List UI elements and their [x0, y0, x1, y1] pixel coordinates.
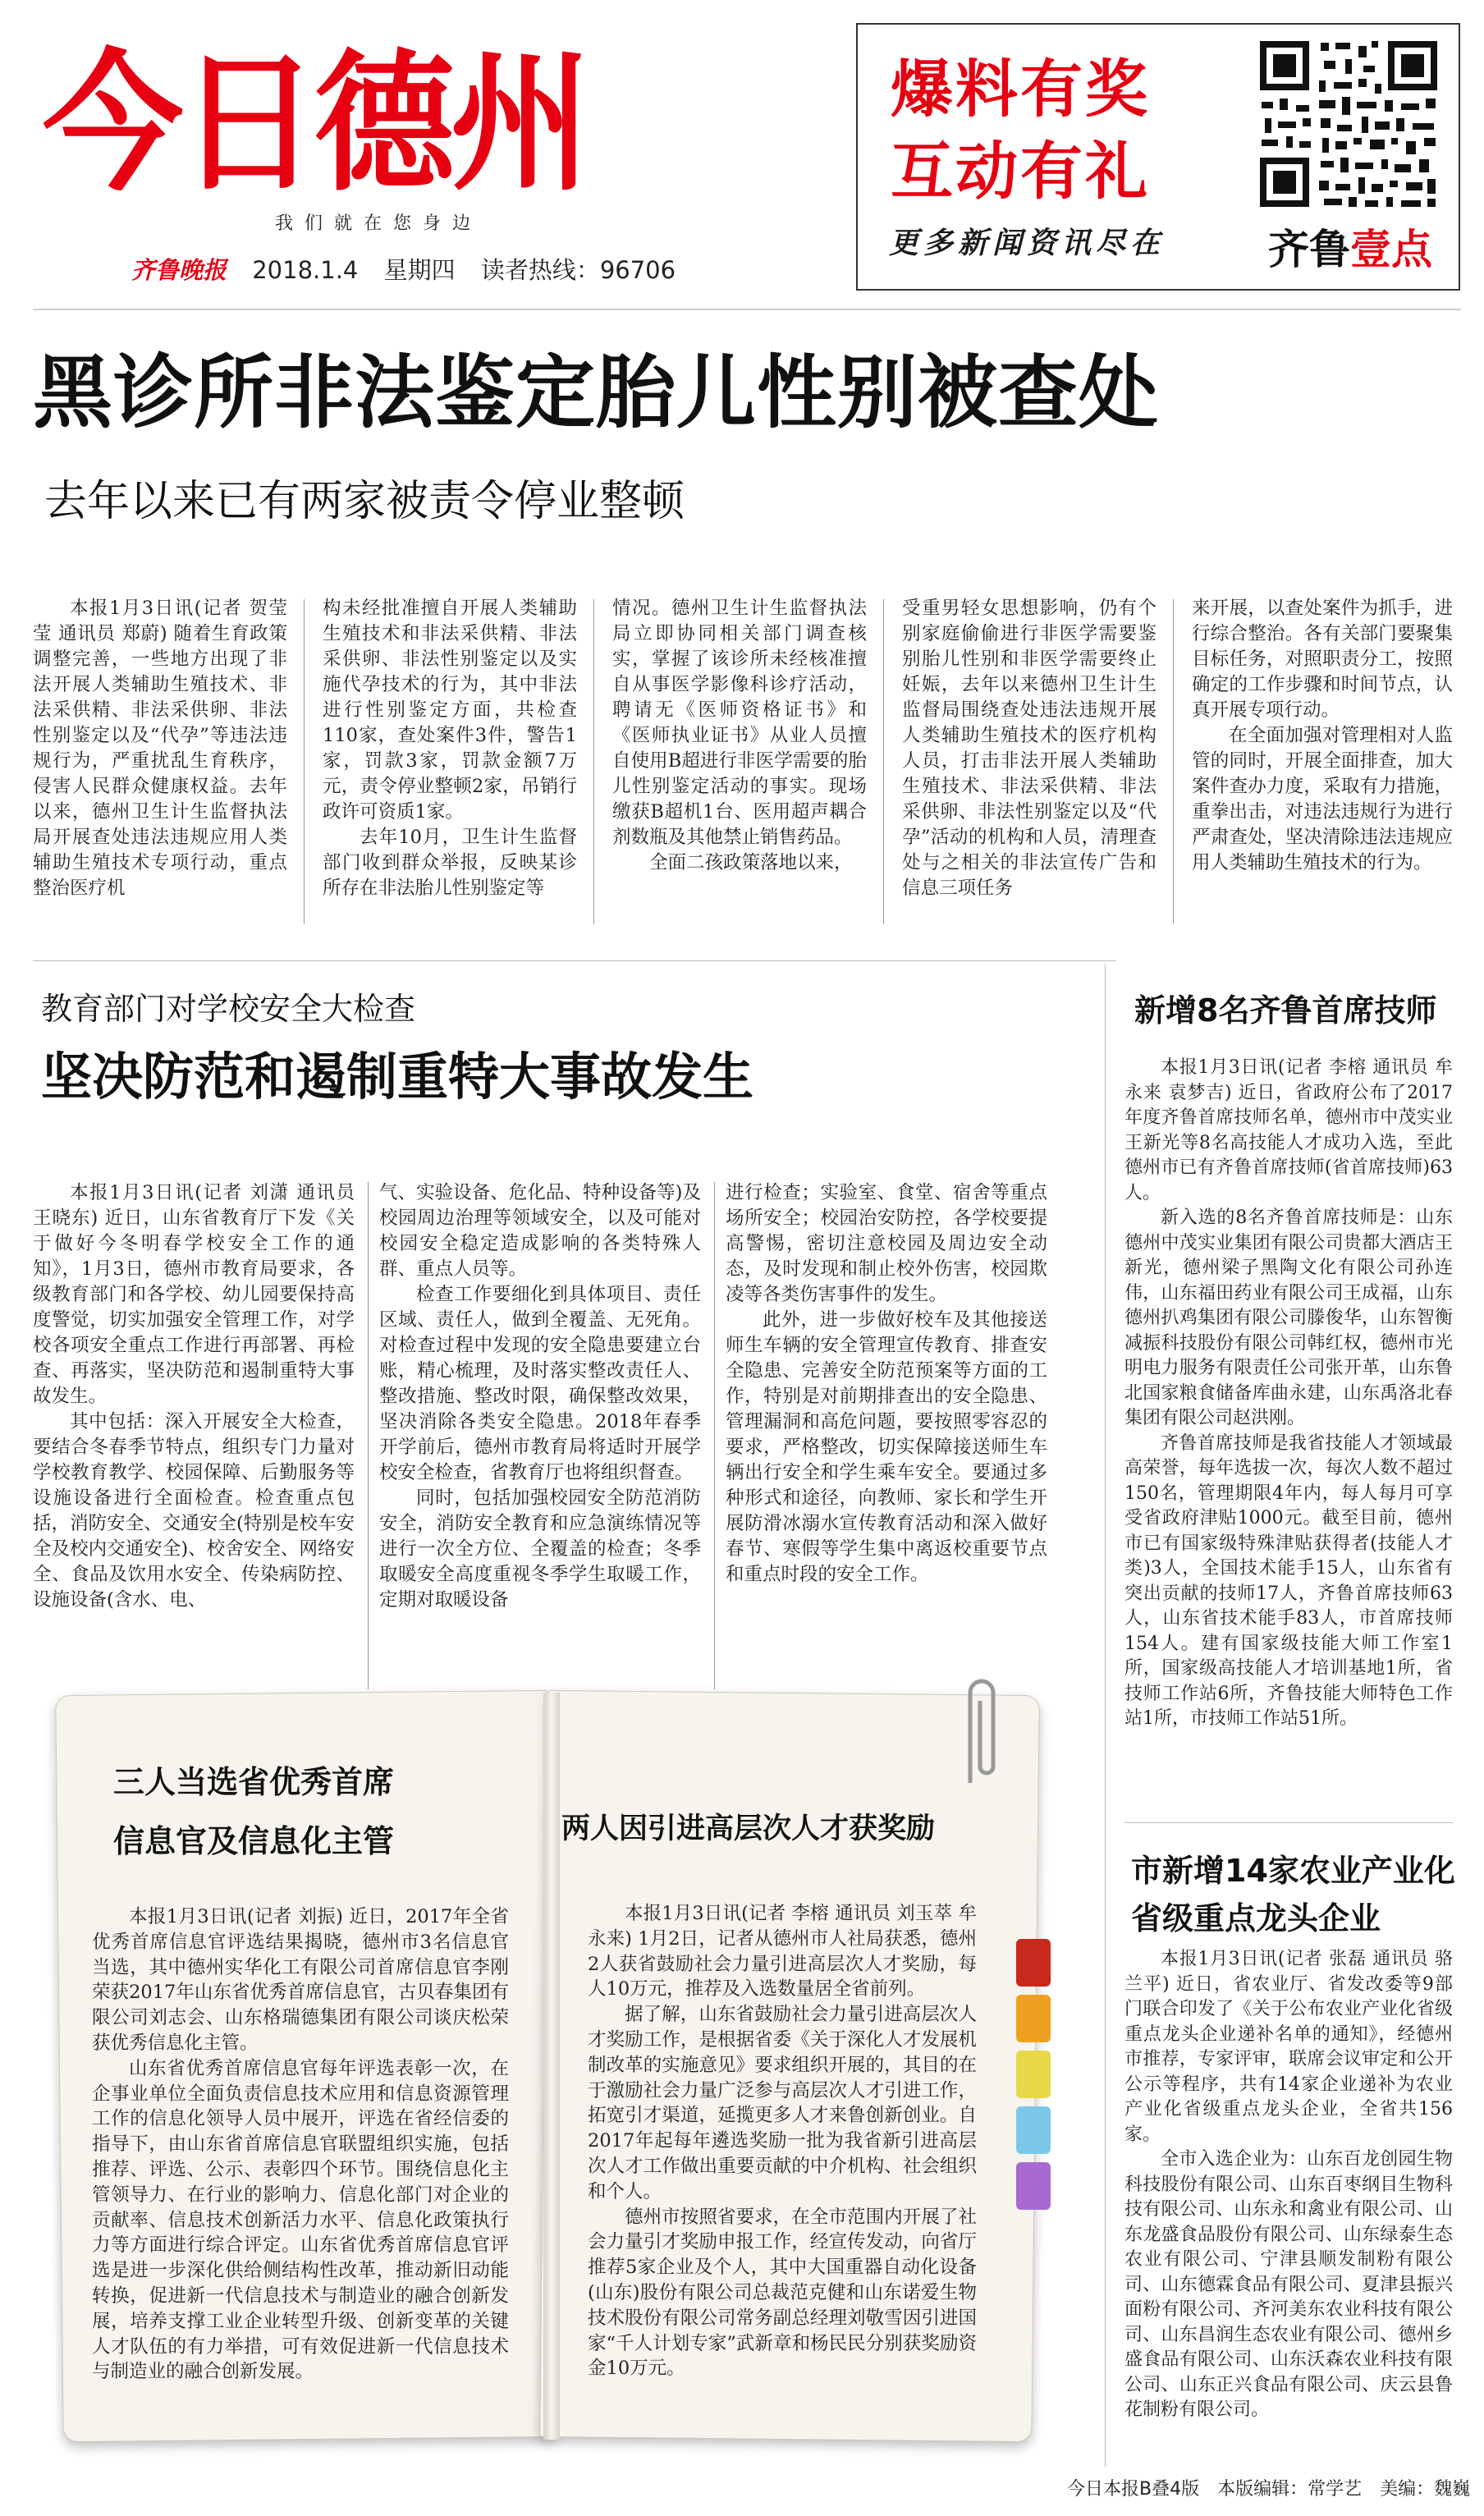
tab-red [1016, 1939, 1051, 1987]
issue-date: 2018.1.4 [252, 256, 359, 284]
promo-box [856, 23, 1460, 291]
paperclip-icon [954, 1668, 1003, 1791]
weekday: 星期四 [383, 256, 456, 284]
tab-purple [1016, 2162, 1051, 2210]
page-footer: 今日本报B叠4版 本版编辑：常学艺 美编：魏巍 [1067, 2479, 1471, 2500]
tab-orange [1016, 1995, 1051, 2042]
tab-blue [1016, 2106, 1051, 2154]
column-divider [883, 599, 884, 924]
brand-name: 齐鲁晚报 [131, 256, 227, 284]
technician-headline: 新增8名齐鲁首席技师 [1134, 992, 1437, 1029]
logo-part2: 壹点 [1350, 226, 1432, 273]
talent-body: 本报1月3日讯(记者 李榕 通讯员 刘玉萃 牟永来) 1月2日，记者从德州市人社局获悉，德州2人获省鼓励社会力量引进高层次人才奖励，每人10万元，推荐及入选数量居全省前列。 据了解，山东省鼓励社会力量引进高层次人才奖励工作，是根据省委《关于深化人才发展机制改革的实施意见》要求组织开展的，其目的在于激励社会力量广泛参与高层次人才引进工作，拓宽引才渠道，延揽更多人才来鲁创新创业。自2017年起每年遴选奖励一批为我省新引进高层次人才工作做出重要贡献的中介机构、社会组织和个人。 德州市按照省要求，在全市范围内开展了社会力量引才奖励申报工作，经宣传发动，向省厅推荐5家企业及个人，其中大国重器自动化设备(山东)股份有限公司总裁范克健和山东诺爱生物技术股份有限公司常务副总经理刘敬雪因引进国家“千人计划专家”武新章和杨民民分别获奖励资金10万元。 [588, 1903, 977, 2380]
column-divider [1173, 599, 1174, 924]
qr-code-icon[interactable] [1255, 36, 1442, 212]
agri-body: 本报1月3日讯(记者 张磊 通讯员 骆兰平) 近日，省农业厅、省发改委等9部门联合印发了《关于公布农业产业化省级重点龙头企业递补名单的通知》，经德州市推荐，专家评审，联席会议审定和公开公示等程序，共有14家企业递补为农业产业化省级重点龙头企业，全省共156家。 全市入选企业为：山东百龙创园生物科技股份有限公司、山东百枣纲目生物科技有限公司、山东永和禽业有限公司、山东龙盛食品股份有限公司、山东绿泰生态农业有限公司、宁津县顺发制粉有限公司、山东德霖食品有限公司、夏津县振兴面粉有限公司、齐河美东农业科技有限公司、山东昌润生态农业有限公司、德州乡盛食品有限公司、山东沃森农业科技有限公司、山东正兴食品有限公司、庆云县鲁花制粉有限公司。 [1124, 1949, 1453, 2420]
tab-yellow [1016, 2051, 1051, 2098]
lead-column-5: 来开展，以查处案件为抓手，进行综合整治。各有关部门要聚集目标任务，对照职责分工，按照确定的工作步骤和时间节点，认真开展专项行动。 在全面加强对管理相对人监管的同时，开展全面排查，加大案件查办力度，采取有力措施，重拳出击，对违法违规行为进行严肃查处，坚决清除违法违规应用人类辅助生殖技术的行为。 [1192, 598, 1453, 873]
masthead-title: 今日德州 [43, 36, 587, 212]
school-column-2: 气、实验设备、危化品、特种设备等)及校园周边治理等领域安全，以及可能对校园安全稳定造成影响的各类特殊人群、重点人员等。 检查工作要细化到具体项目、责任区域、责任人，做到全覆盖、无死角。对检查过程中发现的安全隐患要建立台账，精心梳理，及时落实整改责任人、整改措施、整改时限，确保整改效果，坚决消除各类安全隐患。2018年春季开学前后，德州市教育局将适时开展学校安全检查，省教育厅也将组织督查。 同时，包括加强校园安全防范消防安全，消防安全教育和应急演练情况等进行一次全方位、全覆盖的检查；冬季取暖安全高度重视冬季学生取暖工作，定期对取暖设备 [379, 1182, 701, 1611]
column-divider [714, 1182, 715, 1689]
column-divider [593, 599, 594, 924]
book-spine [543, 1693, 560, 2440]
agri-headline-2: 省级重点龙头企业 [1131, 1900, 1381, 1936]
promo-tagline: 更多新闻资讯尽在 [889, 226, 1166, 260]
masthead-slogan: 我们就在您身边 [275, 213, 483, 234]
section-divider [33, 960, 1116, 961]
cio-body: 本报1月3日讯(记者 刘振) 近日，2017年全省优秀首席信息官评选结果揭晓，德州市3名信息官当选，其中德州实华化工有限公司首席信息官李刚荣获2017年山东省优秀首席信息官，古贝春集团有限公司刘志会、山东格瑞德集团有限公司谈庆松荣获优秀信息化主管。 山东省优秀首席信息官每年评选表彰一次，在企事业单位全面负责信息技术应用和信息资源管理工作的信息化领导人员中展开，评选在省经信委的指导下，由山东省首席信息官联盟组织实施，包括推荐、评选、公示、表彰四个环节。围绕信息化主管领导力、在行业的影响力、信息化部门对企业的贡献率、信息技术创新活力水平、信息化政策执行力等方面进行综合评定。山东省优秀首席信息官评选是进一步深化供给侧结构性改革，推动新旧动能转换，促进新一代信息技术与制造业的融合创新发展，培养支撑工业企业转型升级、创新变革的关键人才队伍的有力举措，可有效促进新一代信息技术与制造业的融合创新发展。 [92, 1906, 509, 2383]
dateline [131, 252, 694, 286]
lead-subhead: 去年以来已有两家被责令停业整顿 [44, 477, 685, 526]
promo-line1: 爆料有奖 [891, 53, 1150, 126]
lead-headline: 黑诊所非法鉴定胎儿性别被查处 [33, 346, 1159, 439]
hotline: 读者热线：96706 [480, 256, 676, 284]
app-logo [1268, 217, 1432, 276]
promo-line2: 互动有礼 [891, 135, 1150, 208]
school-column-1: 本报1月3日讯(记者 刘潇 通讯员 王晓东) 近日，山东省教育厅下发《关于做好今冬明春学校安全工作的通知》，1月3日，德州市教育局要求，各级教育部门和各学校、幼儿园要保持高度警觉，切实加强安全管理工作，对学校各项安全重点工作进行再部署、再检查、再落实，坚决防范和遏制重特大事故发生。 其中包括：深入开展安全大检查，要结合冬春季节特点，组织专门力量对学校教育教学、校园保障、后勤服务等设施设备进行全面检查。检查重点包括，消防安全、交通安全(特别是校车安全及校内交通安全)、校舍安全、网络安全、食品及饮用水安全、传染病防控、设施设备(含水、电、 [33, 1182, 355, 1611]
school-kicker: 教育部门对学校安全大检查 [41, 991, 416, 1027]
section-divider [1124, 1822, 1453, 1823]
column-divider [368, 1182, 369, 1689]
school-column-3: 进行检查；实验室、食堂、宿舍等重点场所安全；校园治安防控，各学校要提高警惕，密切注意校园及周边安全动态，及时发现和制止校外伤害，校园欺凌等各类伤害事件的发生。 此外，进一步做好校车及其他接送师生车辆的安全管理宣传教育、排查安全隐患、完善安全防范预案等方面的工作，特别是对前期排查出的安全隐患、管理漏洞和高危问题，要按照零容忍的要求，严格整改，切实保障接送师生车辆出行安全和学生乘车安全。要通过多种形式和途径，向教师、家长和学生开展防滑冰溺水宣传教育活动和深入做好春节、寒假等学生集中离返校重要节点和重点时段的安全工作。 [726, 1182, 1047, 1585]
lead-column-1: 本报1月3日讯(记者 贺莹莹 通讯员 郑蔚) 随着生育政策调整完善，一些地方出现了非法开展人类辅助生殖技术、非法采供精、非法采供卵、非法性别鉴定以及“代孕”等违法违规行为，严重扰乱生育秩序，侵害人民群众健康权益。去年以来，德州卫生计生监督执法局开展查处违法违规应用人类辅助生殖技术专项行动，重点整治医疗机 [33, 598, 287, 899]
masthead-divider [33, 309, 1461, 310]
technician-body: 本报1月3日讯(记者 李榕 通讯员 牟永来 袁梦吉) 近日，省政府公布了2017年度齐鲁首席技师名单，德州市中茂实业王新光等8名高技能人才成功入选，至此德州市已有齐鲁首席技师(省首席技师)63人。 新入选的8名齐鲁首席技师是：山东德州中茂实业集团有限公司贵都大酒店王新光，德州梁子黑陶文化有限公司孙连伟，山东福田药业有限公司王成福，山东德州扒鸡集团有限公司滕俊华，山东智衡减振科技股份有限公司韩红权，德州市光明电力服务有限责任公司张开革，山东鲁北国家粮食储备库曲永建，山东禹洛北春集团有限公司赵洪刚。 齐鲁首席技师是我省技能人才领域最高荣誉，每年选拔一次，每次人数不超过150名，管理期限4年内，每人每月可享受省政府津贴1000元。截至目前，德州市已有国家级特殊津贴获得者(技能人才类)3人，全国技术能手15人，山东省有突出贡献的技师17人，齐鲁首席技师63人，山东省技术能手83人，市首席技师154人。建有国家级技能大师工作室1所，国家级高技能人才培训基地1所，省技师工作站6所，齐鲁技能大师特色工作站1所，市技师工作站51所。 [1124, 1057, 1453, 1729]
agri-headline-1: 市新增14家农业产业化 [1131, 1853, 1455, 1889]
sidebar-divider [1105, 965, 1106, 2467]
lead-column-3: 情况。德州卫生计生监督执法局立即协同相关部门调查核实，掌握了该诊所未经核准擅自从事医学影像科诊疗活动，聘请无《医师资格证书》和《医师执业证书》从业人员擅自使用B超进行非医学需要的胎儿性别鉴定活动的事实。现场缴获B超机1台、医用超声耦合剂数瓶及其他禁止销售药品。 全面二孩政策落地以来， [612, 598, 867, 873]
cio-headline-2: 信息官及信息化主管 [113, 1823, 395, 1859]
talent-headline: 两人因引进高层次人才获奖励 [561, 1813, 936, 1845]
column-divider [304, 599, 305, 924]
cio-headline-1: 三人当选省优秀首席 [113, 1764, 395, 1800]
lead-column-2: 构未经批准擅自开展人类辅助生殖技术和非法采供精、非法采供卵、非法性别鉴定以及实施代孕技术的行为，其中非法进行性别鉴定方面，共检查110家，查处案件3件，警告1家，罚款3家，罚款金额7万元，责令停业整顿2家，吊销行政许可资质1家。 去年10月，卫生计生监督部门收到群众举报，反映某诊所存在非法胎儿性别鉴定等 [323, 598, 577, 899]
logo-part1: 齐鲁 [1268, 226, 1350, 273]
school-headline: 坚决防范和遏制重特大事故发生 [41, 1047, 754, 1107]
lead-column-4: 受重男轻女思想影响，仍有个别家庭偷偷进行非医学需要鉴别胎儿性别和非医学需要终止妊娠，去年以来德州卫生计生监督局围绕查处违法违规开展人类辅助生殖技术的医疗机构人员，打击非法开展人类辅助生殖技术、非法采供精、非法采供卵、非法性别鉴定以及“代孕”活动的机构和人员，清理查处与之相关的非法宣传广告和信息三项任务 [902, 598, 1157, 899]
